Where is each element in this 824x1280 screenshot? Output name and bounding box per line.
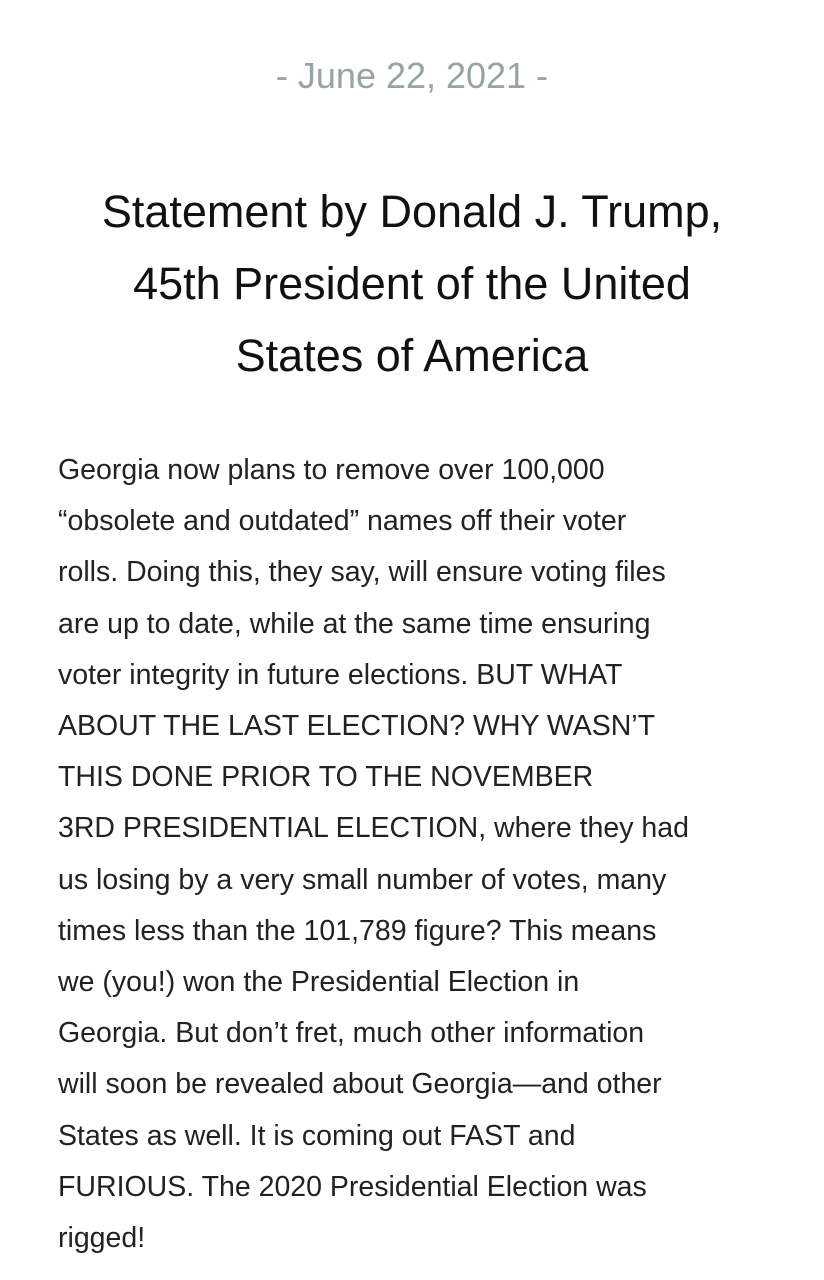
statement-body bbox=[58, 445, 778, 1264]
body-line: States as well. It is coming out FAST and bbox=[58, 1119, 576, 1152]
title-line: 45th President of the United bbox=[133, 258, 691, 309]
statement-title bbox=[50, 176, 774, 392]
body-line: us losing by a very small number of votes, many bbox=[58, 863, 667, 896]
body-line: we (you!) won the Presidential Election in bbox=[58, 966, 580, 999]
body-line: ABOUT THE LAST ELECTION? WHY WASN’T bbox=[58, 710, 656, 743]
body-line: are up to date, while at the same time ensuring bbox=[58, 607, 651, 640]
body-line: rolls. Doing this, they say, will ensure voting files bbox=[58, 556, 666, 589]
title-line: Statement by Donald J. Trump, bbox=[101, 186, 723, 237]
body-line: will soon be revealed about Georgia—and other bbox=[58, 1068, 662, 1101]
body-line: voter integrity in future elections. BUT WHAT bbox=[58, 658, 623, 691]
body-line: Georgia. But don’t fret, much other information bbox=[58, 1017, 645, 1050]
body-line: THIS DONE PRIOR TO THE NOVEMBER bbox=[58, 761, 594, 794]
body-line: rigged! bbox=[58, 1222, 146, 1255]
body-line: times less than the 101,789 figure? This means bbox=[58, 914, 657, 947]
body-line: “obsolete and outdated” names off their voter bbox=[58, 505, 627, 538]
body-line: FURIOUS. The 2020 Presidential Election was bbox=[58, 1170, 647, 1203]
statement-date: - June 22, 2021 - bbox=[275, 55, 549, 96]
body-line: 3RD PRESIDENTIAL ELECTION, where they had bbox=[58, 812, 689, 845]
body-line: Georgia now plans to remove over 100,000 bbox=[58, 454, 605, 486]
title-line: States of America bbox=[235, 330, 589, 381]
